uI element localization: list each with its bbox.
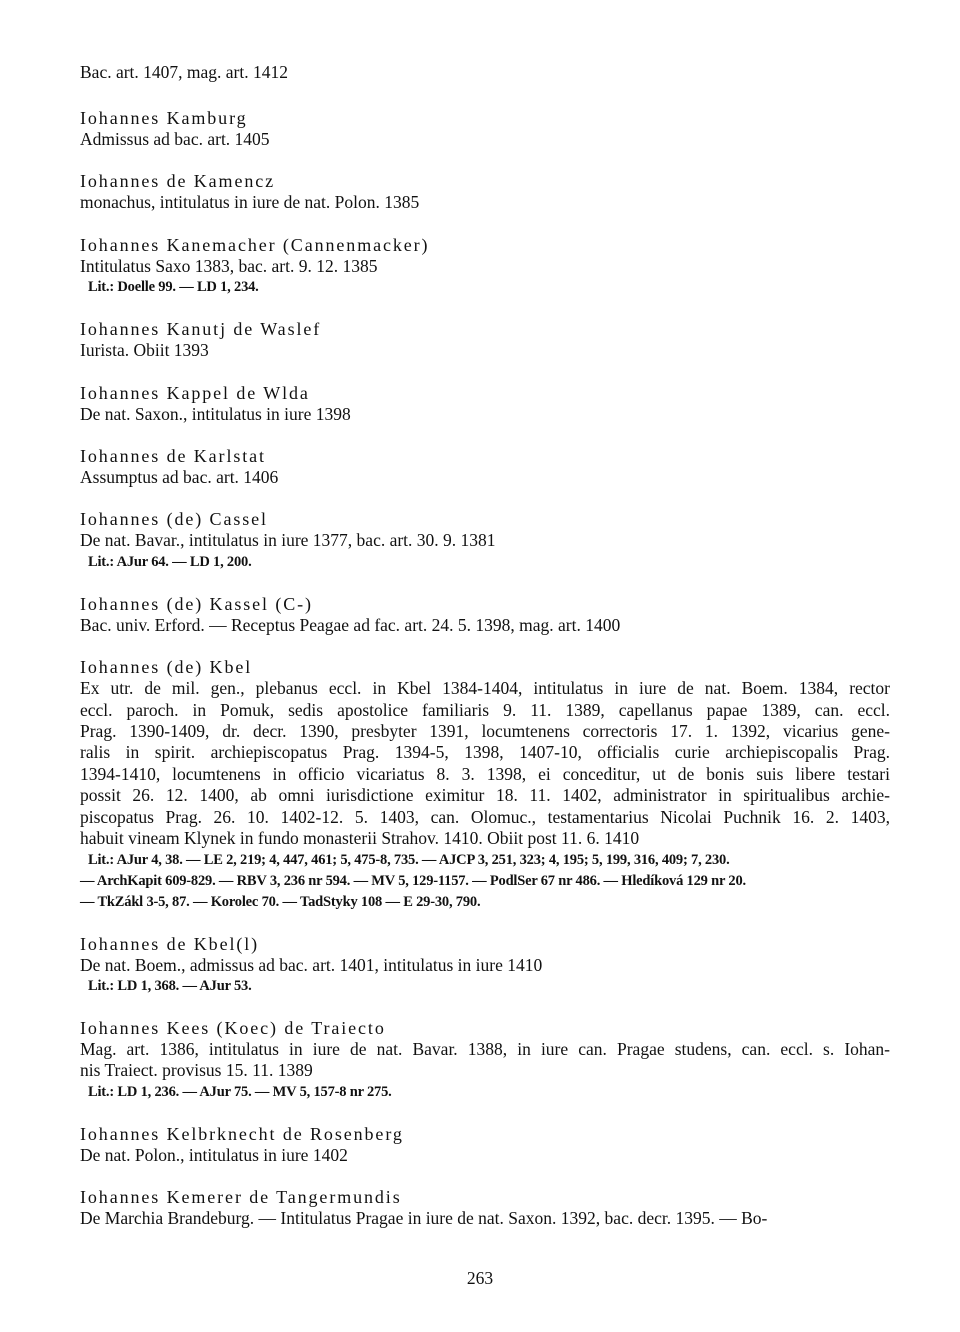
entry (80, 933, 890, 997)
literature-line: Lit.: AJur 4, 38. — LE 2, 219; 4, 447, 461; 5, 475-8, 735. — AJCP 3, 251, 323; 4, 195; 5, 199, 316, 409; 7, 230. (88, 851, 730, 868)
entry-name: Iohannes Kanemacher (Cannenmacker) (80, 234, 430, 255)
entry (80, 445, 890, 488)
literature-line: Lit.: Doelle 99. — LD 1, 234. (88, 279, 259, 296)
entry-text-line: De nat. Bavar., intitulatus in iure 1377, bac. art. 30. 9. 1381 (80, 530, 496, 551)
entry (80, 170, 890, 213)
entry (80, 656, 890, 912)
entry-text-line: De nat. Polon., intitulatus in iure 1402 (80, 1144, 348, 1165)
literature-line: Lit.: LD 1, 368. — AJur 53. (88, 977, 252, 994)
entry-text-line: habuit vineam Klynek in fundo monasterii Strahov. 1410. Obiit post 11. 6. 1410 (80, 828, 640, 849)
entry-name: Iohannes de Kamencz (80, 171, 276, 192)
entry-text-line: 1394-1410, locumtenens in officio vicariatus 8. 3. 1398, ei conceditur, ut de bonis suis libere testari (80, 763, 890, 784)
entry-text-line: De nat. Boem., admissus ad bac. art. 1401, intitulatus in iure 1410 (80, 954, 543, 975)
entry-name: Iohannes de Karlstat (80, 446, 266, 467)
entry-text-line: eccl. paroch. in Pomuk, sedis apostolice familiaris 9. 11. 1389, capellanus papae 1389, can. eccl. (80, 699, 890, 720)
entry-list (80, 107, 890, 1230)
entry (80, 107, 890, 150)
entry-name: Iohannes Kappel de Wlda (80, 382, 310, 403)
entry-name: Iohannes Kemerer de Tangermundis (80, 1187, 402, 1208)
page-number: 263 (466, 1268, 494, 1288)
entry-text-line: Bac. univ. Erford. — Receptus Peagae ad fac. art. 24. 5. 1398, mag. art. 1400 (80, 614, 621, 635)
entry-name: Iohannes Kamburg (80, 108, 248, 128)
literature-line: Lit.: LD 1, 236. — AJur 75. — MV 5, 157-8 nr 275. (88, 1083, 392, 1100)
entry-text-line: Iurista. Obiit 1393 (80, 340, 209, 361)
literature-line: Lit.: AJur 64. — LD 1, 200. (88, 553, 252, 570)
lead-line: Bac. art. 1407, mag. art. 1412 (80, 62, 289, 82)
entry-name: Iohannes (de) Kbel (80, 657, 253, 678)
entry (80, 234, 890, 298)
entry (80, 508, 890, 572)
entry-text-line: Admissus ad bac. art. 1405 (80, 129, 270, 149)
entry-name: Iohannes Kanutj de Waslef (80, 319, 322, 340)
entry-text-line: Mag. art. 1386, intitulatus in iure de nat. Bavar. 1388, in iure can. Pragae studens, can. eccl. s. Iohan- (80, 1038, 890, 1059)
entry-name: Iohannes (de) Cassel (80, 509, 268, 530)
entry-text-line: De Marchia Brandeburg. — Intitulatus Pragae in iure de nat. Saxon. 1392, bac. decr. 1395. — Bo- (80, 1208, 768, 1229)
entry-text-line: piscopatus Prag. 26. 10. 1402-12. 5. 1403, can. Olomuc., testamentarius Nicolai Puchnik 16. 2. 1403, (80, 806, 890, 827)
entry-text-line: possit 26. 12. 1400, ab omni iurisdictione eximitur 18. 11. 1402, administrator in spiritualibus archie- (80, 785, 890, 806)
entry (80, 1017, 890, 1103)
entry (80, 1186, 890, 1229)
entry (80, 1123, 890, 1166)
literature-line: — ArchKapit 609-829. — RBV 3, 236 nr 594. — MV 5, 129-1157. — PodlSer 67 nr 486. — Hledíková 129 nr 20. (80, 872, 746, 889)
entry (80, 318, 890, 361)
entry-text-line: Assumptus ad bac. art. 1406 (80, 467, 279, 488)
entry-text-line: De nat. Saxon., intitulatus in iure 1398 (80, 403, 351, 424)
entry-text-line: monachus, intitulatus in iure de nat. Polon. 1385 (80, 192, 420, 213)
entry-text-line: Prag. 1390-1409, dr. decr. 1390, presbyter 1391, locumtenens correctoris 17. 1. 1392, vicarius gene- (80, 721, 890, 742)
entry-text-line: nis Traiect. provisus 15. 11. 1389 (80, 1060, 313, 1081)
entry (80, 593, 890, 636)
entry (80, 382, 890, 425)
entry-name: Iohannes (de) Kassel (C-) (80, 593, 313, 614)
entry-name: Iohannes Kelbrknecht de Rosenberg (80, 1123, 404, 1144)
entry-name: Iohannes Kees (Koec) de Traiecto (80, 1017, 386, 1038)
entry-text-line: ralis in spirit. archiepiscopatus Prag. 1394-5, 1398, 1407-10, officialis curie archiepiscopalis Prag. (80, 742, 890, 763)
literature-line: — TkZákl 3-5, 87. — Korolec 70. — TadStyky 108 — E 29-30, 790. (80, 893, 481, 910)
entry-name: Iohannes de Kbel(l) (80, 933, 260, 954)
entry-text-line: Ex utr. de mil. gen., plebanus eccl. in Kbel 1384-1404, intitulatus in iure de nat. Boem. 1384, rector (80, 678, 890, 699)
entry-text-line: Intitulatus Saxo 1383, bac. art. 9. 12. 1385 (80, 255, 378, 276)
page-content (80, 62, 890, 1250)
